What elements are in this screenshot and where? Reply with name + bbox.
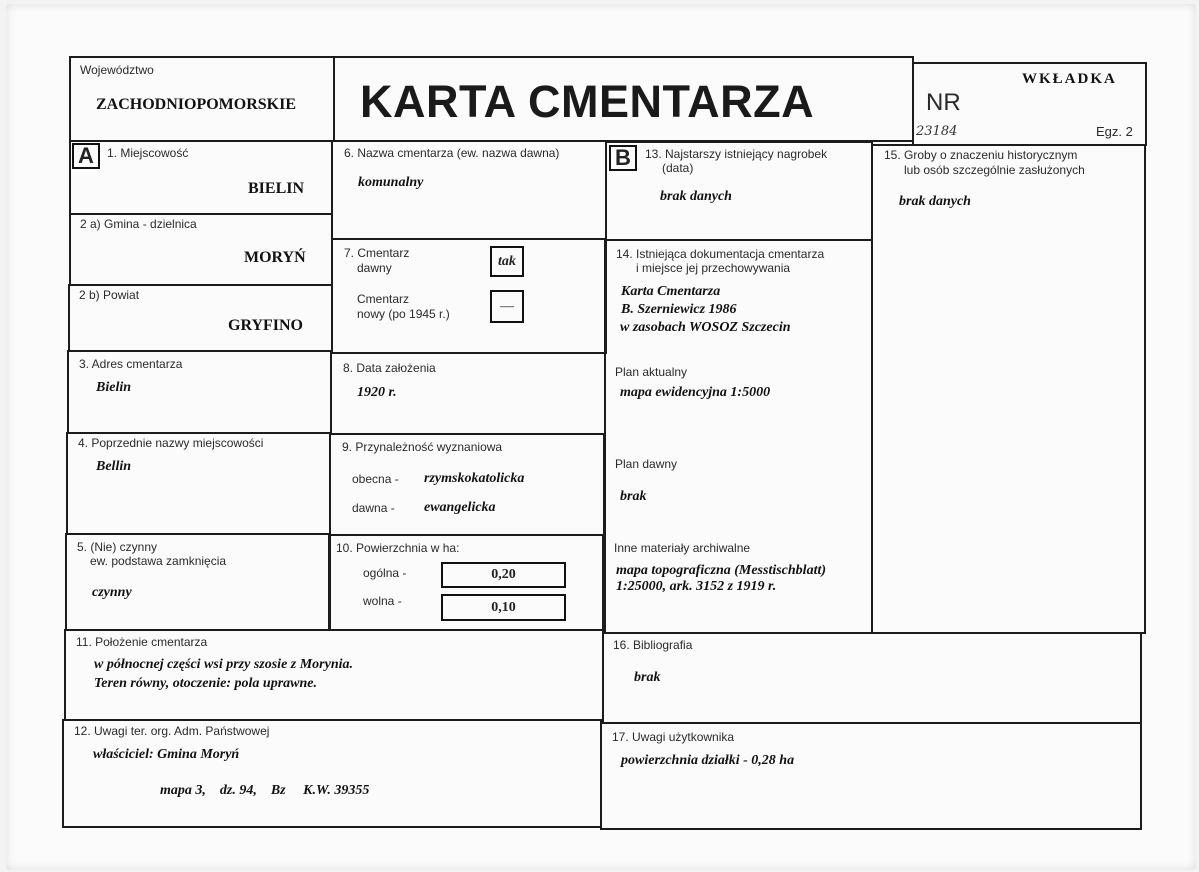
- page-title: KARTA CMENTARZA: [360, 76, 815, 127]
- field-16-label: 16. Bibliografia: [613, 638, 693, 652]
- field-7-sublabel: dawny: [357, 261, 392, 275]
- field-17-label: 17. Uwagi użytkownika: [612, 730, 735, 744]
- field-3-label: 3. Adres cmentarza: [79, 357, 183, 371]
- field-10-ogolna-label: ogólna -: [363, 566, 407, 580]
- field-9-obecna-label: obecna -: [352, 472, 399, 486]
- field-6-value: komunalny: [358, 175, 424, 190]
- field-9-obecna-value: rzymskokatolicka: [424, 471, 525, 486]
- field-1-value: BIELIN: [248, 180, 305, 197]
- field-11-label: 11. Położenie cmentarza: [76, 635, 208, 649]
- field-15-value: brak danych: [899, 194, 971, 209]
- field-9-label: 9. Przynależność wyznaniowa: [342, 440, 503, 454]
- field-14-line3: w zasobach WOSOZ Szczecin: [620, 320, 791, 335]
- plan-dawny-label: Plan dawny: [615, 457, 678, 471]
- field-9-dawna-label: dawna -: [352, 501, 395, 515]
- field-10-wolna-box: 0,10: [441, 594, 566, 621]
- field-14-label: 14. Istniejąca dokumentacja cmentarza: [616, 247, 825, 261]
- field-10-label: 10. Powierzchnia w ha:: [336, 541, 460, 555]
- field-13-label: 13. Najstarszy istniejący nagrobek: [645, 147, 828, 161]
- plan-dawny-value: brak: [620, 489, 647, 504]
- field-6-label: 6. Nazwa cmentarza (ew. nazwa dawna): [344, 146, 560, 160]
- field-9-dawna-value: ewangelicka: [424, 500, 496, 515]
- field-15-label: 15. Groby o znaczeniu historycznym: [884, 148, 1078, 162]
- field-5-sublabel: ew. podstawa zamknięcia: [90, 554, 227, 568]
- field-7-nowy-label: Cmentarz: [357, 292, 410, 306]
- section-a-marker: A: [72, 143, 100, 169]
- wojewodztwo-value: ZACHODNIOPOMORSKIE: [96, 96, 297, 113]
- field-11-line1: w północnej części wsi przy szosie z Morynia.: [94, 657, 354, 672]
- nr-handwritten-value: 23184: [916, 124, 958, 139]
- field-14-line1: Karta Cmentarza: [621, 284, 721, 299]
- field-5-label: 5. (Nie) czynny: [77, 540, 158, 554]
- field-8-label: 8. Data założenia: [343, 361, 436, 375]
- field-7-label: 7. Cmentarz: [344, 246, 410, 260]
- field-4-value: Bellin: [96, 459, 132, 474]
- field-2a-label: 2 a) Gmina - dzielnica: [80, 217, 197, 231]
- field-5-value: czynny: [92, 585, 132, 600]
- field-13-value: brak danych: [660, 189, 732, 204]
- wojewodztwo-label: Województwo: [80, 63, 154, 77]
- field-7-dawny-box: tak: [490, 246, 524, 277]
- field-4-label: 4. Poprzednie nazwy miejscowości: [78, 436, 264, 450]
- field-14-line2: B. Szerniewicz 1986: [621, 302, 737, 317]
- field-12-line1: właściciel: Gmina Moryń: [93, 747, 240, 762]
- field-17-value: powierzchnia działki - 0,28 ha: [621, 753, 795, 768]
- field-16-value: brak: [634, 670, 661, 685]
- field-10-ogolna-box: 0,20: [441, 562, 566, 588]
- field-2a-value: MORYŃ: [244, 249, 306, 266]
- egz-label: Egz. 2: [1096, 124, 1133, 139]
- field-2b-value: GRYFINO: [228, 317, 303, 334]
- field-3-value: Bielin: [96, 380, 132, 395]
- field-15-cell: [871, 144, 1146, 634]
- field-11-line2: Teren równy, otoczenie: pola uprawne.: [94, 676, 317, 691]
- field-12-line2: mapa 3, dz. 94, Bz K.W. 39355: [160, 783, 370, 798]
- field-15-sublabel: lub osób szczególnie zasłużonych: [904, 163, 1085, 177]
- plan-aktualny-value: mapa ewidencyjna 1:5000: [620, 385, 771, 400]
- inne-materialy-label: Inne materiały archiwalne: [614, 541, 751, 555]
- field-7-nowy-sublabel: nowy (po 1945 r.): [357, 307, 450, 321]
- inne-materialy-line2: 1:25000, ark. 3152 z 1919 r.: [616, 579, 777, 594]
- field-2b-label: 2 b) Powiat: [79, 288, 140, 302]
- nr-label: NR: [926, 89, 961, 116]
- wkladka-label: WKŁADKA: [1022, 71, 1117, 87]
- field-8-value: 1920 r.: [357, 385, 397, 400]
- field-7-nowy-box: —: [490, 290, 524, 323]
- field-14-sublabel: i miejsce jej przechowywania: [636, 261, 791, 275]
- section-b-marker: B: [609, 145, 637, 171]
- field-12-label: 12. Uwagi ter. org. Adm. Państwowej: [74, 724, 270, 738]
- inne-materialy-line1: mapa topograficzna (Messtischblatt): [616, 563, 827, 578]
- field-1-label: 1. Miejscowość: [107, 146, 189, 160]
- field-13-sublabel: (data): [662, 161, 694, 175]
- field-10-wolna-label: wolna -: [363, 594, 402, 608]
- plan-aktualny-label: Plan aktualny: [615, 365, 688, 379]
